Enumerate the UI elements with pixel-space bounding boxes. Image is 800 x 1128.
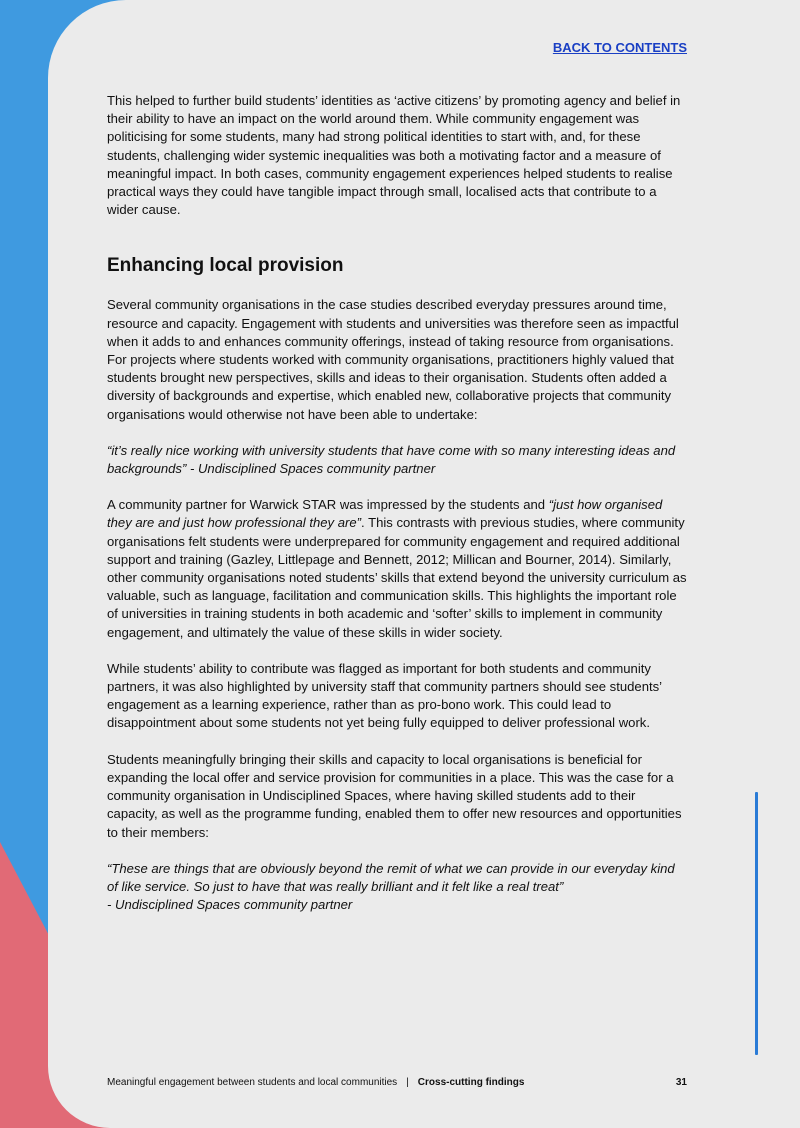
section-heading: Enhancing local provision [107,255,344,277]
paragraph-1: Several community organisations in the case studies described everyday pressures around time, resource and capacity. Engagement with students and universities was therefore seen as impactful when it adds to and enhances community offerings, instead of taking resource from organisations. For projects where students worked with community organisations, practitioners highly valued that students brought new perspectives, skills and ideas to their organisation. Students often added a diversity of backgrounds and expertise, which enabled new, collaborative projects that community organisations would otherwise not have been able to undertake: [107,297,679,422]
quote-accent-bar [755,792,758,1055]
paragraph-2-start: A community partner for Warwick STAR was impressed by the students and [107,497,549,513]
paragraph-4: Students meaningfully bringing their skills and capacity to local organisations is beneficial for expanding the local offer and service provision for communities in a place. This was the case for a community organisation in Undisciplined Spaces, where having skilled students add to their capacity, as well as the programme funding, enabled them to offer new resources and opportunities to their members: [107,751,682,840]
back-to-contents-link[interactable]: BACK TO CONTENTS [552,40,687,55]
footer-separator: | [406,1077,409,1088]
paragraph-2-quote: “just how organised they are and just how professional they are” [107,497,663,531]
footer-section-name: Cross-cutting findings [417,1077,525,1088]
paragraph-3: While students’ ability to contribute was flagged as important for both students and community partners, it was also highlighted by university staff that community partners should see students’ engagement as a learning experience, rather than as pro-bono work. This could lead to disappointment about some students not yet being fully equipped to deliver professional work. [107,660,662,731]
page-footer [107,1077,687,1088]
paragraph-2 [107,496,687,642]
paragraph-2-end: . This contrasts with previous studies, where community organisations felt students were underprepared for community engagement and required additional support and training (Gazley, Littlepage and Bennett, 2012; Millican and Bourner, 2014). Similarly, other community organisations noted students’ skills that extend beyond the university curriculum as valuable, such as language, facilitation and communication skills. This highlights the important role of universities in training students in both academic and ‘softer’ skills to implement in community engagement, and ultimately the value of these skills in wider society. [107,515,687,640]
quote-2-attribution: - Undisciplined Spaces community partner [107,897,353,913]
page-number: 31 [675,1077,687,1088]
quote-2: “These are things that are obviously beyond the remit of what we can provide in our everyday kind of like service. So just to have that was really brilliant and it felt like a real treat” [107,860,675,894]
footer-doc-title: Meaningful engagement between students and local communities [107,1077,398,1088]
intro-paragraph: This helped to further build students’ identities as ‘active citizens’ by promoting agency and belief in their ability to have an impact on the world around them. While community engagement was politicising for some students, many had strong political identities to start with, and, for these students, challenging wider systemic inequalities was both a motivating factor and a measure of meaningful impact. In both cases, community engagement experiences helped students to realise practical ways they could have tangible impact through small, localised acts that contribute to a wider cause. [107,93,681,218]
footer-left [107,1077,524,1088]
quote-1: “it’s really nice working with university students that have come with so many interesting ideas and backgrounds” - Undisciplined Spaces community partner [107,442,676,477]
page-content [107,92,687,914]
